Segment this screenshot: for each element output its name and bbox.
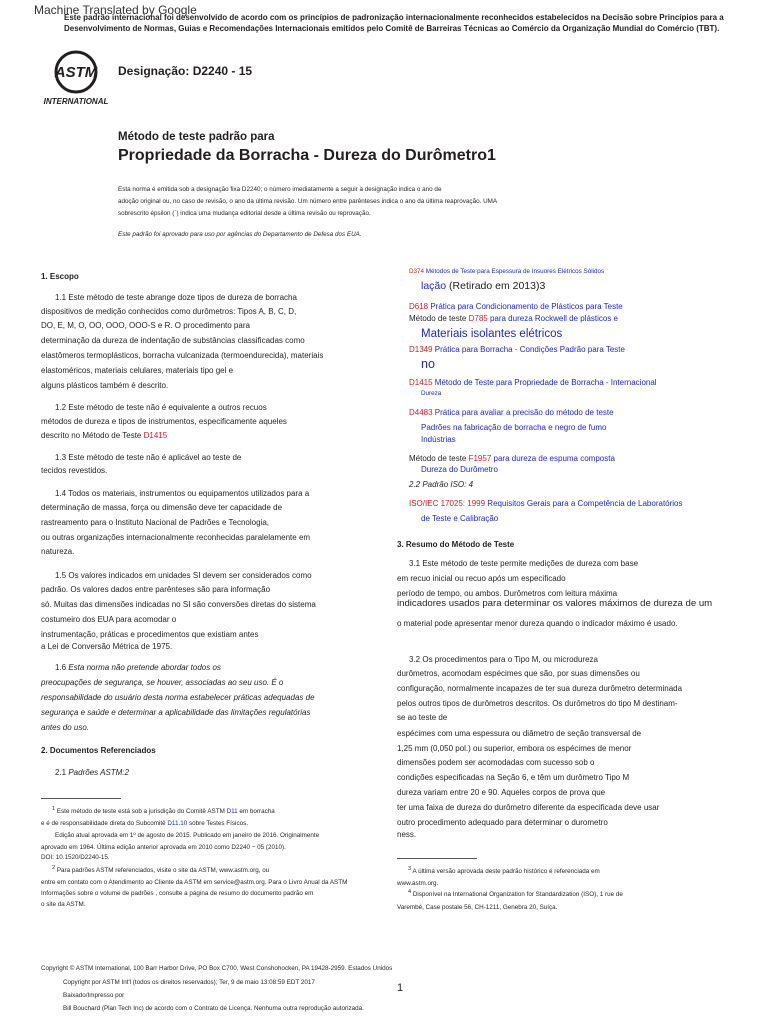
- footnote-line: Varembé, Case postale 56, CH-1211, Genebra 20, Suíça.: [397, 904, 558, 911]
- paragraph-line: determinação de massa, força ou dimensão deve ter capacidade de: [41, 503, 283, 512]
- text: 2.1: [55, 768, 69, 777]
- designation: Designação: D2240 - 15: [118, 64, 253, 78]
- paragraph-line: tecidos revestidos.: [41, 466, 108, 475]
- reference-title[interactable]: no: [421, 357, 435, 371]
- reference-item: [409, 453, 615, 464]
- paragraph-line: outro procedimento adequado para determinar o durometro: [397, 818, 608, 827]
- reference-code[interactable]: D785: [468, 314, 488, 323]
- text: Método de teste: [409, 314, 469, 323]
- paragraph-line: dispositivos de medição conhecidos como durômetros: Tipos A, B, C, D,: [41, 307, 297, 316]
- paragraph-line: métodos de dureza e tipos de instrumentos, especificamente aqueles: [41, 417, 287, 426]
- paragraph-line: DO, E, M, O, OO, OOO, OOO-S e R. O procedimento para: [41, 321, 250, 330]
- reference-item: [409, 377, 657, 388]
- notice-line: adoção original ou, no caso de revisão, o ano da última revisão. Um número entre parênteses indica o ano da última reaprovação. UMA: [118, 198, 498, 205]
- paragraph-line: 1.3 Este método de teste não é aplicável ao teste de: [55, 453, 242, 462]
- text: Para padrões ASTM referenciados, visite o site da ASTM, www.astm.org, ou: [56, 867, 270, 874]
- logo-subtitle: INTERNATIONAL: [43, 97, 109, 106]
- footnote-line: entre em contato com o Atendimento ao Cliente da ASTM em service@astm.org. Para o Livro Anual da ASTM: [41, 879, 348, 886]
- paragraph-line: alguns plásticos também é descrito.: [41, 381, 169, 390]
- footnote-4: $^4$ Disponível na International Organization for Standardization (ISO), 1 rue de: [408, 888, 623, 898]
- footnote-line: o site da ASTM.: [41, 901, 86, 908]
- footnote-line: DOI: 10.1520/D2240-15.: [41, 854, 110, 861]
- page-number: 1: [397, 982, 404, 994]
- reference-title[interactable]: Método de Teste para Propriedade de Borracha - Internacional: [432, 378, 657, 387]
- text: (Retirado em 2013)3: [446, 280, 546, 292]
- reference-title[interactable]: Métodos de Teste para Espessura de Insuores Elétricos Sólidos: [424, 268, 605, 275]
- paragraph-line: responsabilidade do usuário desta norma estabelecer práticas adequadas de: [41, 693, 315, 702]
- paragraph-line: elastômeros termoplásticos, borracha vulcanizada (termoendurecida), materiais: [41, 351, 324, 360]
- subcommittee-link[interactable]: D11.10: [167, 820, 188, 827]
- paragraph-line: a Lei de Conversão Métrica de 1975.: [41, 642, 173, 651]
- footnote-separator: [41, 798, 121, 799]
- reference-title[interactable]: Dureza: [421, 390, 442, 397]
- paragraph-line: configuração, normalmente incapazes de ter sua dureza durômetro determinada: [397, 684, 683, 693]
- text: descrito no Método de Teste: [41, 431, 144, 440]
- intro-line: Desenvolvimento de Normas, Guias e Recomendações Internacionais emitidos pelo Comitê de Barreiras Técnicas ao Comércio da Organização Mundial do Comércio (TBT).: [64, 24, 720, 33]
- reference-item: [409, 344, 625, 355]
- paragraph-line: indicadores usados para determinar os valores máximos de dureza de um: [397, 598, 713, 609]
- astm-logo: [42, 50, 110, 108]
- text: 1.6: [55, 663, 69, 672]
- reference-title[interactable]: Requisitos Gerais para a Competência de Laboratórios: [485, 499, 683, 508]
- paragraph-line: instrumentação, práticas e procedimentos que existiam antes: [41, 630, 259, 639]
- footnote-separator: [397, 858, 477, 859]
- text: Este método de teste está sob a jurisdição do Comitê ASTM: [56, 808, 227, 815]
- section-heading: 2. Documentos Referenciados: [41, 746, 156, 755]
- paragraph-line: [55, 662, 221, 673]
- reference-code[interactable]: F1957: [468, 454, 492, 463]
- notice-line: sobrescrito épsilon (´) indica uma mudança editorial desde a última revisão ou reprovação.: [118, 210, 371, 217]
- footnote-1: $^1$ Este método de teste está sob a jurisdição do Comitê ASTM D11 em borracha: [52, 805, 275, 815]
- reference-code[interactable]: D1349: [409, 345, 433, 354]
- reference-code[interactable]: D1415: [409, 378, 433, 387]
- machine-translated-banner: Machine Translated by Google: [34, 3, 197, 17]
- footnote-line: Edição atual aprovada em 1º de agosto de 2015. Publicado em janeiro de 2016. Originalmente: [55, 832, 320, 839]
- license-line: Copyright por ASTM Int'l (todos os direitos reservados); Ter, 9 de maio 13:08:59 EDT 2017: [63, 979, 315, 986]
- license-line: Bill Bouchard (Plan Tech Inc) de acordo com o Contrato de Licença. Nenhuma outra reprodução autorizada.: [63, 1005, 364, 1012]
- reference-title[interactable]: Padrões na fabricação de borracha e negro de fumo: [421, 423, 607, 432]
- section-heading: 1. Escopo: [41, 272, 79, 281]
- paragraph-line: 2.2 Padrão ISO: 4: [409, 480, 474, 489]
- paragraph-line: segurança e saúde e determinar a aplicabilidade das limitações regulatórias: [41, 708, 311, 717]
- text: e é de responsabilidade direta do Subcomitê: [41, 820, 168, 827]
- paragraph-line: dureza variam entre 20 e 90. Aqueles corpos de prova que: [397, 788, 606, 797]
- paragraph-line: 1.4 Todos os materiais, instrumentos ou equipamentos utilizados para a: [55, 489, 310, 498]
- paragraph-line: 1.5 Os valores indicados em unidades SI devem ser considerados como: [55, 571, 312, 580]
- paragraph-line: padrão. Os valores dados entre parênteses são para informação: [41, 585, 271, 594]
- paragraph-line: elastoméricos, materiais celulares, materiais tipo gel e: [41, 366, 234, 375]
- text: Disponível na International Organization for Standardization (ISO), 1 rue de: [412, 891, 623, 898]
- paragraph-line: se ao teste de: [397, 713, 448, 722]
- reference-code[interactable]: ISO/IEC 17025: 1999: [409, 499, 486, 508]
- reference-item: [409, 301, 623, 312]
- paragraph-line: 3.2 Os procedimentos para o Tipo M, ou microdureza: [409, 655, 598, 664]
- text: Esta norma não pretende abordar todos os: [68, 663, 221, 672]
- paragraph-line: período de tempo, ou ambos. Durômetros com leitura máxima: [397, 589, 618, 598]
- paragraph-line: em recuo inicial ou recuo após um especificado: [397, 574, 566, 583]
- paragraph-line: determinação da dureza de indentação de substâncias classificadas como: [41, 336, 305, 345]
- paragraph-line: dimensões podem ser acomodadas com sucesso sob o: [397, 758, 595, 767]
- paragraph-line: antes do uso.: [41, 723, 90, 732]
- page-title: Propriedade da Borracha - Dureza do Durômetro1: [118, 147, 496, 164]
- reference-code[interactable]: D4483: [409, 408, 433, 417]
- title-small: Método de teste padrão para: [118, 131, 275, 143]
- paragraph-line: natureza.: [41, 547, 75, 556]
- section-heading: 3. Resumo do Método de Teste: [397, 540, 515, 549]
- license-line: Baixado/Impresso por: [63, 992, 125, 999]
- logo-text: ASTM: [54, 64, 98, 81]
- copyright-notice: Copyright © ASTM International, 100 Barr Harbor Drive, PO Box C700, West Conshohocken, PA 19428-2959. Estados Unidos: [41, 965, 393, 972]
- reference-item: [409, 407, 614, 418]
- reference-title[interactable]: de Teste e Calibração: [421, 514, 499, 523]
- reference-link[interactable]: D1415: [143, 431, 168, 440]
- text: em borracha: [237, 808, 275, 815]
- paragraph-line: pelos outros tipos de durômetros descritos. Os durômetros do tipo M destinam-: [397, 699, 678, 708]
- reference-title[interactable]: Materiais isolantes elétricos: [421, 328, 563, 340]
- paragraph-line: rastreamento para o Instituto Nacional de Padrões e Tecnologia,: [41, 518, 269, 527]
- reference-title[interactable]: Dureza do Durômetro: [421, 465, 498, 474]
- paragraph-line: espécimes com uma espessura ou diâmetro de seção transversal de: [397, 729, 642, 738]
- reference-title[interactable]: Prática para Borracha - Condições Padrão para Teste: [432, 345, 625, 354]
- footnote-line: Informações sobre o volume de padrões , consulte a página de resumo do documento padrão em: [41, 890, 314, 897]
- footnote-2: $^2$ Para padrões ASTM referenciados, visite o site da ASTM, www.astm.org, ou: [52, 864, 270, 874]
- text: A última versão aprovada deste padrão histórico é referenciada em: [412, 868, 600, 875]
- paragraph-line: [55, 767, 129, 778]
- reference-item: [409, 498, 683, 509]
- paragraph-line: costumeiro dos EUA para acomodar o: [41, 615, 177, 624]
- paragraph-line: durômetros, acomodam espécimes que são, por suas dimensões ou: [397, 669, 640, 678]
- reference-title[interactable]: Prática para Condicionamento de Plásticos para Teste: [428, 302, 623, 311]
- footnote-line: www.astm.org.: [397, 880, 439, 887]
- reference-title[interactable]: para dureza de espuma composta: [491, 454, 615, 463]
- reference-item: [409, 268, 604, 277]
- approval-note: Este padrão foi aprovado para uso por agências do Departamento de Defesa dos EUA.: [118, 231, 362, 238]
- intro-line: Este padrão internacional foi desenvolvido de acordo com os princípios de padronização internacionalmente reconhecidos estabelecidos na Decisão sobre Princípios para a: [64, 13, 724, 22]
- reference-code[interactable]: D618: [409, 302, 429, 311]
- committee-link[interactable]: D11: [226, 808, 238, 815]
- reference-title[interactable]: para dureza Rockwell de plásticos e: [487, 314, 619, 323]
- paragraph-line: condições especificadas na Seção 6, e têm um durômetro Tipo M: [397, 773, 630, 782]
- intro-notice: [64, 12, 764, 34]
- footnote-line: aprovado em 1964. Última edição anterior aprovada em 2010 como D2240 − 05 (2010).: [41, 844, 286, 851]
- text: sobre Testes Físicos.: [187, 820, 248, 827]
- footnote-3: $^3$ A última versão aprovada deste padrão histórico é referenciada em: [408, 865, 600, 875]
- reference-title[interactable]: Prática para avaliar a precisão do método de teste: [432, 408, 614, 417]
- paragraph-line: 1,25 mm (0,050 pol.) ou superior, embora os espécimes de menor: [397, 744, 632, 753]
- paragraph-line: ou outras organizações internacionalmente reconhecidas paralelamente em: [41, 533, 311, 542]
- reference-cont: [421, 280, 545, 292]
- footnote-line: [41, 820, 248, 829]
- paragraph-line: o material pode apresentar menor dureza quando o indicador máximo é usado.: [397, 619, 678, 628]
- reference-title[interactable]: Indústrias: [421, 435, 456, 444]
- paragraph-line: [41, 430, 167, 441]
- paragraph-line: 3.1 Este método de teste permite medições de dureza com base: [409, 559, 639, 568]
- paragraph-line: 1.1 Este método de teste abrange doze tipos de dureza de borracha: [55, 293, 297, 302]
- text: Método de teste: [409, 454, 469, 463]
- paragraph-line: ter uma faixa de dureza do durômetro diferente da especificada deve usar: [397, 803, 660, 812]
- text: Padrões ASTM:2: [68, 768, 129, 777]
- paragraph-line: preocupações de segurança, se houver, associadas ao seu uso. É o: [41, 678, 284, 687]
- reference-title[interactable]: lação: [421, 280, 447, 292]
- reference-code[interactable]: D374: [409, 268, 425, 275]
- notice-line: Esta norma é emitida sob a designação fixa D2240; o número imediatamente a seguir à designação indica o ano de: [118, 186, 442, 193]
- paragraph-line: só. Muitas das dimensões indicadas no SI são conversões diretas do sistema: [41, 600, 316, 609]
- reference-item: [409, 313, 618, 324]
- paragraph-line: ness.: [397, 830, 417, 839]
- paragraph-line: 1.2 Este método de teste não é equivalente a outros recuos: [55, 403, 267, 412]
